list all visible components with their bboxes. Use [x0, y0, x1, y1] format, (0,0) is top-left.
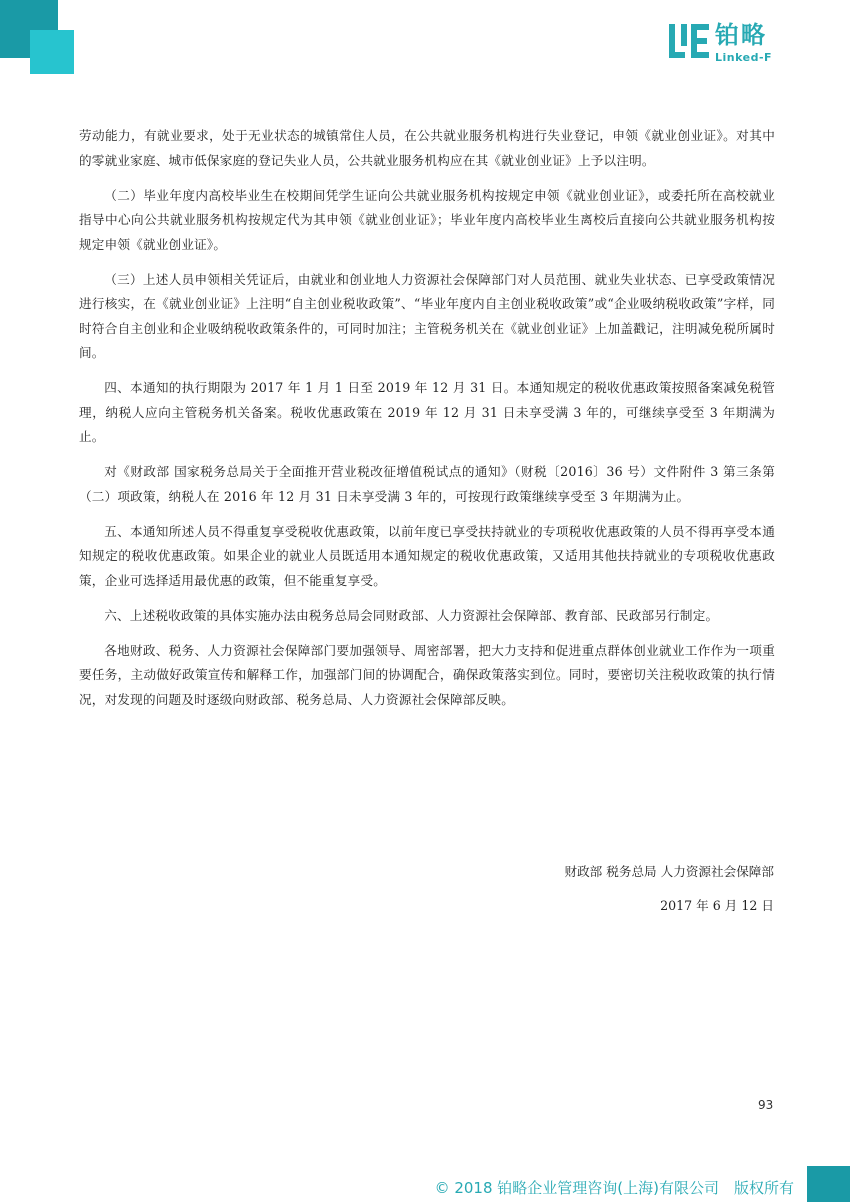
paragraph: 六、上述税收政策的具体实施办法由税务总局会同财政部、人力资源社会保障部、教育部、民政部另行制定。: [104, 607, 719, 623]
company-logo: [667, 20, 792, 68]
paragraph: 各地财政、税务、人力资源社会保障部门要加强领导、周密部署，把大力支持和促进重点群体创业就业工作作为一项重要任务，主动做好政策宣传和解释工作，加强部门间的协调配合，确保政策落实到位。同时，要密切关注税收政策的执行情况，对发现的问题及时逐级向财政部、税务总局、人力资源社会保障部反映。: [79, 642, 775, 707]
corner-decoration-bottom: [807, 1166, 850, 1202]
paragraph: （三）上述人员申领相关凭证后，由就业和创业地人力资源社会保障部门对人员范围、就业失业状态、已享受政策情况进行核实，在《就业创业证》上注明“自主创业税收政策”、“毕业年度内自主创业税收政策”或“企业吸纳税收政策”字样，同时符合自主创业和企业吸纳税收政策条件的，可同时加注；主管税务机关在《就业创业证》上加盖戳记，注明减免税所属时间。: [79, 271, 775, 360]
paragraph: 对《财政部 国家税务总局关于全面推开营业税改征增值税试点的通知》（财税〔2016〕36 号）文件附件 3 第三条第（二）项政策，纳税人在 2016 年 12 月 31 日未享受满 3 年的，可按现行政策继续享受至 3 年期满为止。: [79, 464, 775, 504]
paragraph: 劳动能力，有就业要求，处于无业状态的城镇常住人员，在公共就业服务机构进行失业登记，申领《就业创业证》。对其中的零就业家庭、城市低保家庭的登记失业人员，公共就业服务机构应在其《就业创业证》上予以注明。: [79, 128, 775, 168]
paragraph: 五、本通知所述人员不得重复享受税收优惠政策，以前年度已享受扶持就业的专项税收优惠政策的人员不得再享受本通知规定的税收优惠政策。如果企业的就业人员既适用本通知规定的税收优惠政策，又适用其他扶持就业的专项税收优惠政策，企业可选择适用最优惠的政策，但不能重复享受。: [79, 523, 775, 588]
paragraph: （二）毕业年度内高校毕业生在校期间凭学生证向公共就业服务机构按规定申领《就业创业证》，或委托所在高校就业指导中心向公共就业服务机构按规定代为其申领《就业创业证》；毕业年度内高校毕业生离校后直接向公共就业服务机构按规定申领《就业创业证》。: [79, 187, 775, 252]
copyright-footer: © 2018 铂略企业管理咨询(上海)有限公司 版权所有: [434, 1179, 794, 1197]
logo-name-en: Linked-F: [715, 51, 773, 64]
document-body: [79, 124, 775, 723]
logo-mark-icon: [667, 20, 711, 64]
paragraph: 四、本通知的执行期限为 2017 年 1 月 1 日至 2019 年 12 月 31 日。本通知规定的税收优惠政策按照备案减免税管理，纳税人应向主管税务机关备案。税收优惠政策在 2019 年 12 月 31 日未享受满 3 年的，可继续享受至 3 年期满为止。: [79, 380, 775, 444]
issuer-signature: 财政部 税务总局 人力资源社会保障部: [564, 864, 774, 879]
corner-decoration-light: [30, 30, 74, 74]
issue-date: 2017 年 6 月 12 日: [660, 898, 774, 913]
logo-name-cn: 铂略: [715, 21, 767, 49]
page-number: 93: [758, 1098, 774, 1112]
